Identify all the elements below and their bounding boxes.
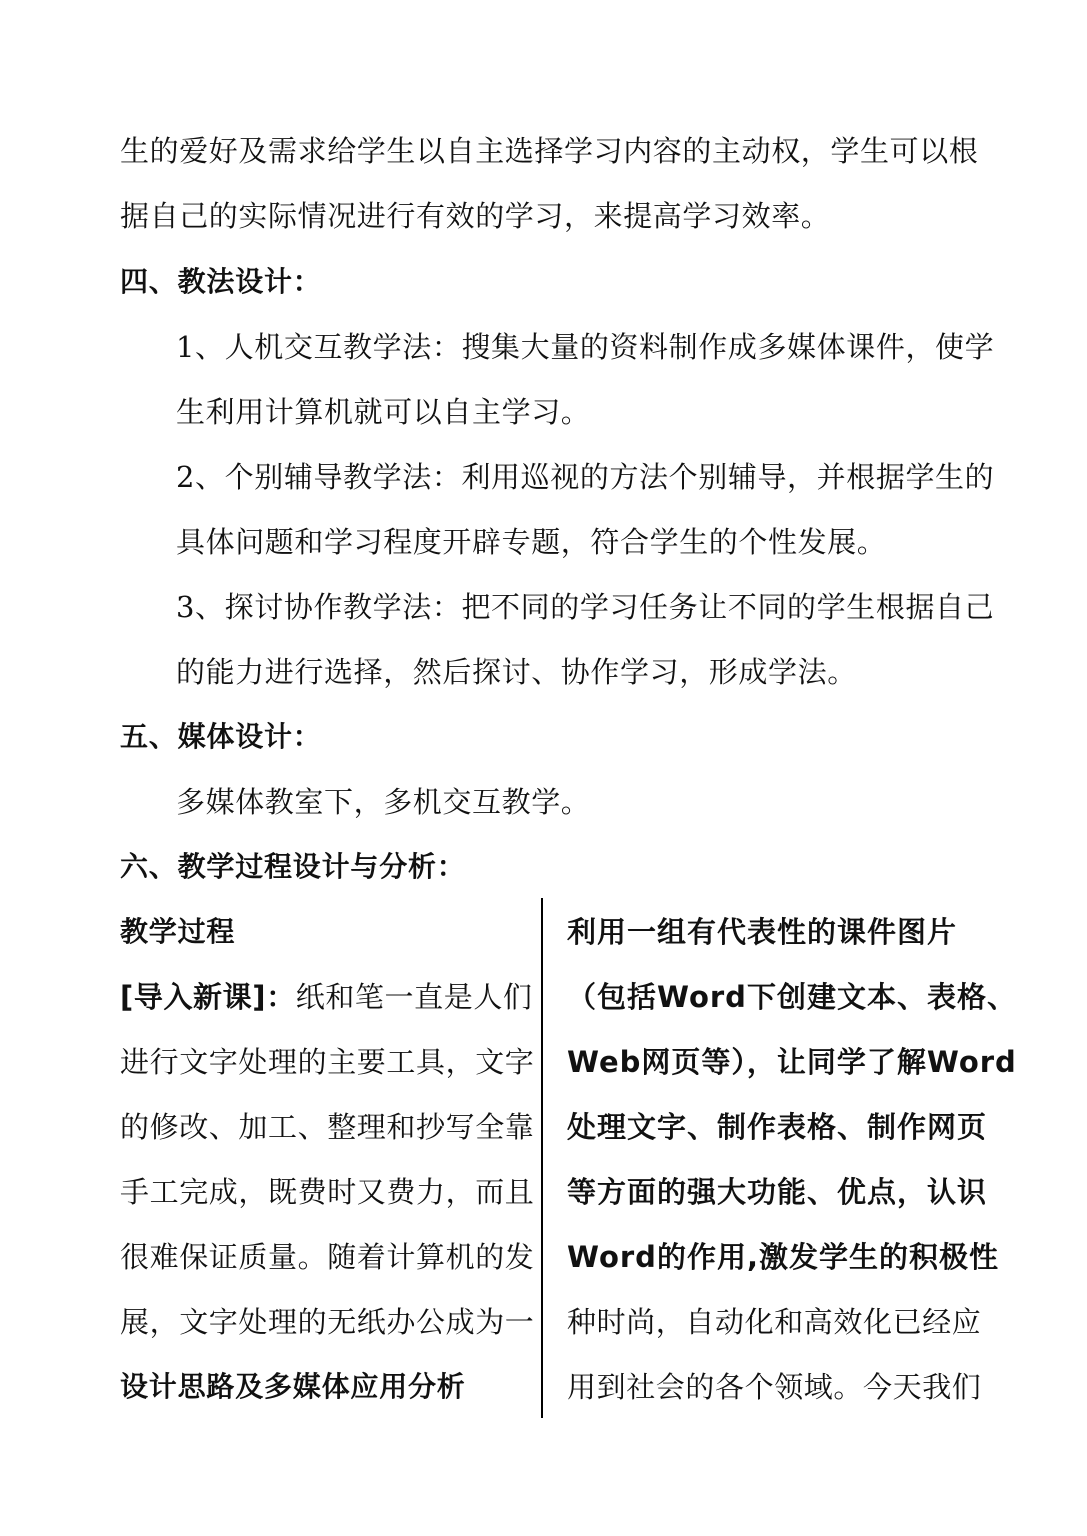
- left-column-line: [120, 977, 533, 1017]
- right-column-line: 等方面的强大功能、优点，认识: [567, 1175, 988, 1209]
- column-divider: [541, 898, 543, 1418]
- left-column-line: 展，文字处理的无纸办公成为一: [120, 1305, 535, 1339]
- right-column-line: （包括Word下创建文本、表格、: [567, 980, 1017, 1014]
- list-item-line: 的能力进行选择，然后探讨、协作学习，形成学法。: [176, 655, 857, 689]
- right-column-line: Web网页等），让同学了解Word: [567, 1045, 1017, 1079]
- right-column-line: 种时尚，自动化和高效化已经应: [567, 1305, 982, 1339]
- left-column-line: 很难保证质量。随着计算机的发: [120, 1240, 535, 1274]
- left-column-line: 的修改、加工、整理和抄写全靠: [120, 1110, 535, 1144]
- list-item-line: 1、人机交互教学法：搜集大量的资料制作成多媒体课件，使学: [176, 330, 995, 364]
- right-column-line: Word的作用,激发学生的积极性: [567, 1240, 999, 1274]
- intro-text: 纸和笔一直是人们: [295, 980, 533, 1014]
- list-item-line: 具体问题和学习程度开辟专题，符合学生的个性发展。: [176, 525, 887, 559]
- paragraph-line: 生的爱好及需求给学生以自主选择学习内容的主动权，学生可以根: [120, 134, 979, 168]
- paragraph-line: 多媒体教室下，多机交互教学。: [176, 785, 591, 819]
- left-column-line: 进行文字处理的主要工具，文字: [120, 1045, 535, 1079]
- right-column-line: 处理文字、制作表格、制作网页: [567, 1110, 988, 1144]
- section-heading-media-design: 五、媒体设计：: [120, 720, 322, 753]
- section-heading-process-design: 六、教学过程设计与分析：: [120, 850, 466, 883]
- list-item-line: 生利用计算机就可以自主学习。: [176, 395, 591, 429]
- list-item-line: 2、个别辅导教学法：利用巡视的方法个别辅导，并根据学生的: [176, 460, 995, 494]
- list-item-line: 3、探讨协作教学法：把不同的学习任务让不同的学生根据自己: [176, 590, 995, 624]
- right-column-line: 用到社会的各个领域。今天我们: [567, 1370, 982, 1404]
- left-column-header: 教学过程: [120, 915, 236, 948]
- right-column-line: 利用一组有代表性的课件图片: [567, 915, 958, 949]
- left-column-line: 手工完成，既费时又费力，而且: [120, 1175, 535, 1209]
- paragraph-line: 据自己的实际情况进行有效的学习，来提高学习效率。: [120, 199, 831, 233]
- intro-label: [导入新课]：: [120, 980, 296, 1014]
- left-column-footer-heading: 设计思路及多媒体应用分析: [120, 1370, 466, 1403]
- section-heading-teaching-method: 四、教法设计：: [120, 265, 322, 298]
